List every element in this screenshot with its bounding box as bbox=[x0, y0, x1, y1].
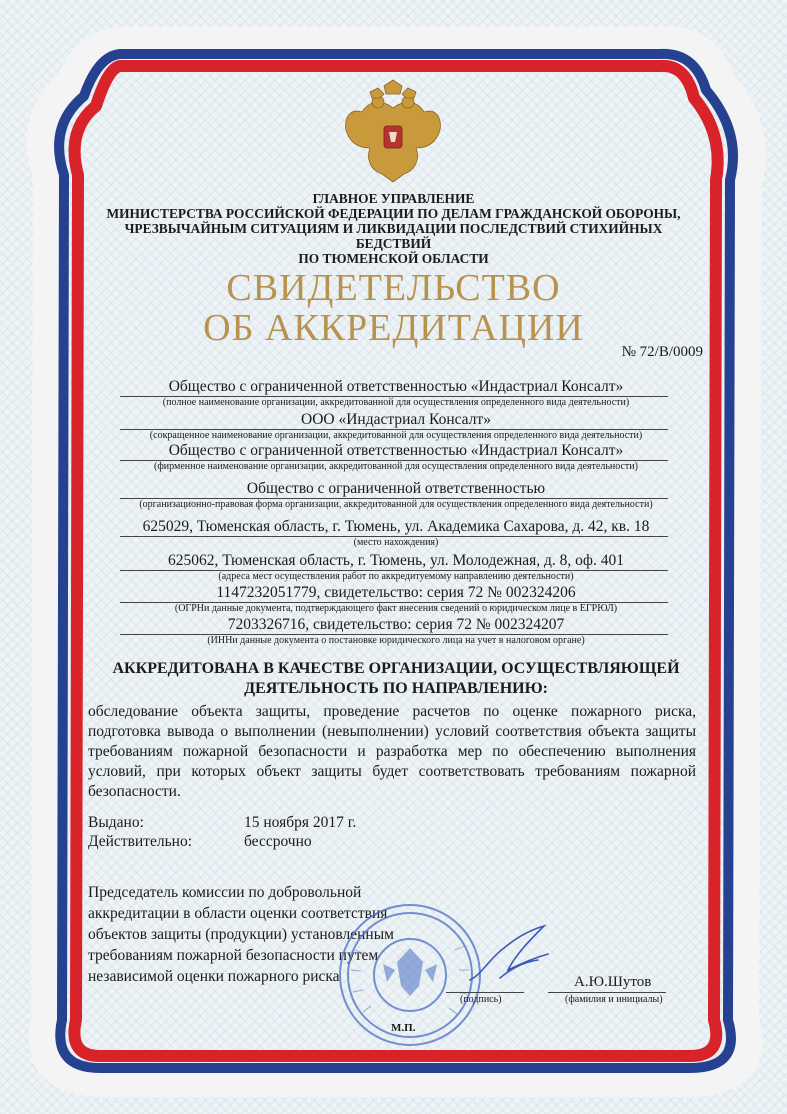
inn-value: 7203326716, свидетельство: серия 72 № 002324207 bbox=[227, 616, 565, 633]
full-name-value: Общество с ограниченной ответственностью «Индастриал Консалт» bbox=[168, 378, 624, 395]
work-address-caption: (адреса мест осуществления работ по аккредитуемому направлению деятельности) bbox=[218, 571, 574, 582]
short-name-caption: (сокращенное наименование организации, аккредитованной для осуществления определенного вида деятельности) bbox=[149, 430, 643, 441]
brand-name-caption: (фирменное наименование организации, аккредитованной для осуществления определенного вида деятельности) bbox=[154, 461, 638, 472]
certificate-number: № 72/В/0009 bbox=[621, 344, 703, 360]
signer-name-caption: (фамилия и инициалы) bbox=[565, 994, 663, 1005]
full-name-caption: (полное наименование организации, аккредитованной для осуществления определенного вида деятельности) bbox=[162, 397, 630, 408]
valid-value: бессрочно bbox=[244, 833, 312, 850]
legal-form-caption: (организационно-правовая форма организации, аккредитованной для осуществления определенного вида деятельности) bbox=[139, 499, 653, 510]
issued-date: 15 ноября 2017 г. bbox=[244, 814, 357, 831]
work-address-value: 625062, Тюменская область, г. Тюмень, ул. Молодежная, д. 8, оф. 401 bbox=[168, 552, 624, 569]
location-value: 625029, Тюменская область, г. Тюмень, ул. Академика Сахарова, д. 42, кв. 18 bbox=[142, 518, 650, 535]
ogrn-caption: (ОГРНи данные документа, подтверждающего факт внесения сведений о юридическом лице в ЕГРЮЛ) bbox=[174, 603, 618, 614]
header-line: ПО ТЮМЕНСКОЙ ОБЛАСТИ bbox=[298, 251, 489, 266]
signer-name: А.Ю.Шутов bbox=[574, 974, 652, 990]
handwritten-signature bbox=[460, 918, 560, 996]
chairman-title-line: объектов защиты (продукции) установленным bbox=[88, 926, 394, 943]
chairman-title-line: Председатель комиссии по добровольной bbox=[88, 884, 362, 901]
chairman-title-line: аккредитации в области оценки соответствия bbox=[88, 905, 388, 922]
certificate-title-line2: ОБ АККРЕДИТАЦИИ bbox=[203, 307, 584, 349]
valid-label: Действительно: bbox=[88, 833, 193, 850]
issuing-authority-header bbox=[90, 191, 697, 266]
accreditation-heading bbox=[96, 659, 696, 699]
coat-of-arms-emblem bbox=[340, 78, 446, 190]
ogrn-value: 1147232051779, свидетельство: серия 72 № 002324206 bbox=[216, 584, 576, 601]
short-name-value: ООО «Индастриал Консалт» bbox=[301, 411, 491, 428]
signer-name-line bbox=[548, 992, 666, 993]
brand-name-value: Общество с ограниченной ответственностью «Индастриал Консалт» bbox=[168, 442, 624, 459]
accreditation-heading-line: ДЕЯТЕЛЬНОСТЬ ПО НАПРАВЛЕНИЮ: bbox=[244, 680, 548, 697]
chairman-title-line: требованиям пожарной безопасности путем bbox=[88, 947, 379, 964]
stamp-mark: М.П. bbox=[391, 1022, 416, 1034]
signature-caption: (подпись) bbox=[460, 994, 502, 1005]
chairman-title-line: независимой оценки пожарного риска bbox=[88, 968, 340, 985]
accreditation-scope-text: обследование объекта защиты, проведение расчетов по оценке пожарного риска, подготовка вывода о выполнении (невыполнении) условий соответствия объекта защиты требованиям пожарной безопасности и разработка мер по обеспечению выполнения условий, при которых объект защиты будет соответствовать требованиям пожарной безопасности. bbox=[88, 703, 696, 800]
certificate-title-line1: СВИДЕТЕЛЬСТВО bbox=[226, 267, 561, 309]
header-line: ГЛАВНОЕ УПРАВЛЕНИЕ bbox=[312, 191, 475, 206]
issued-label: Выдано: bbox=[88, 814, 144, 831]
signature-line bbox=[446, 992, 524, 993]
accreditation-heading-line: АККРЕДИТОВАНА В КАЧЕСТВЕ ОРГАНИЗАЦИИ, ОСУЩЕСТВЛЯЮЩЕЙ bbox=[112, 660, 680, 677]
location-caption: (место нахождения) bbox=[353, 537, 439, 548]
header-line: МИНИСТЕРСТВА РОССИЙСКОЙ ФЕДЕРАЦИИ ПО ДЕЛАМ ГРАЖДАНСКОЙ ОБОРОНЫ, bbox=[106, 206, 681, 221]
header-line: ЧРЕЗВЫЧАЙНЫМ СИТУАЦИЯМ И ЛИКВИДАЦИИ ПОСЛЕДСТВИЙ СТИХИЙНЫХ БЕДСТВИЙ bbox=[124, 221, 663, 251]
inn-caption: (ИННи данные документа о постановке юридического лица на учет в налоговом органе) bbox=[207, 635, 585, 646]
legal-form-value: Общество с ограниченной ответственностью bbox=[246, 480, 546, 497]
